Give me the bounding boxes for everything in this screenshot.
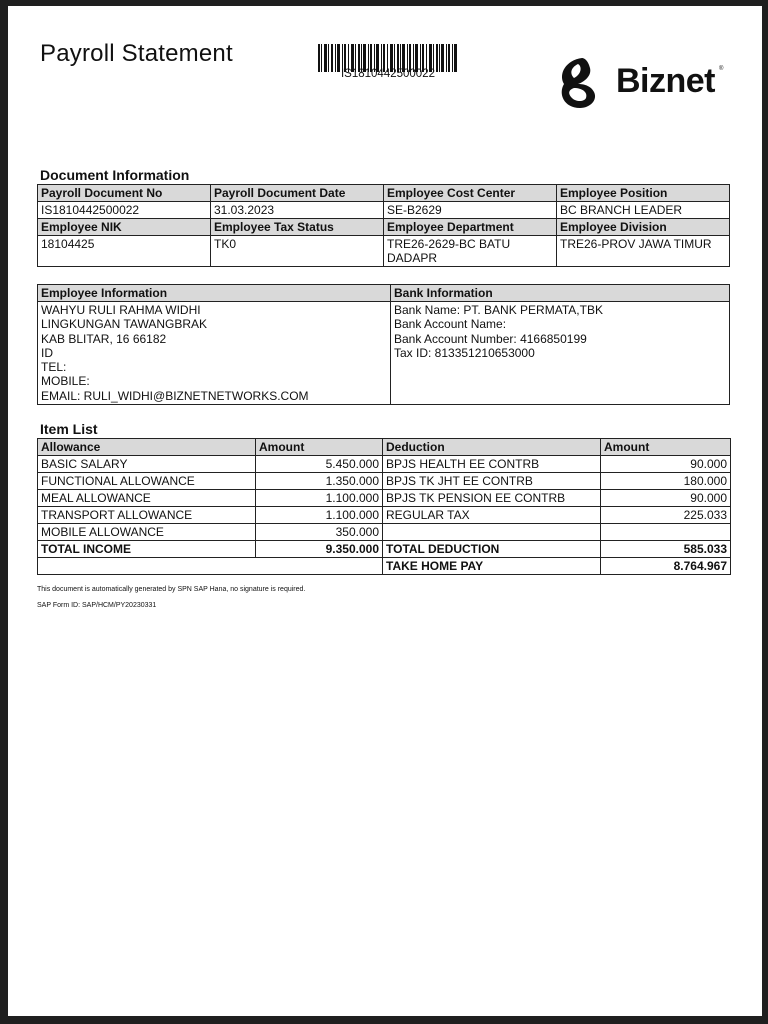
employee-mobile: MOBILE: <box>41 374 90 389</box>
allowance-name: TRANSPORT ALLOWANCE <box>38 507 256 524</box>
document-information-table <box>37 184 730 267</box>
bank-name: Bank Name: PT. BANK PERMATA,TBK <box>394 303 603 317</box>
take-home-label: TAKE HOME PAY <box>383 558 601 575</box>
bank-account-name: Bank Account Name: <box>394 317 507 332</box>
employee-country: ID <box>41 345 53 360</box>
item-list-title: Item List <box>40 421 98 437</box>
totals-row <box>38 541 731 558</box>
employee-bank-table <box>37 284 730 405</box>
amount-header: Amount <box>601 439 731 456</box>
doc-header: Employee Department <box>384 219 557 236</box>
employee-information-cell <box>38 302 391 405</box>
bank-account-number: Bank Account Number: 4166850199 <box>394 331 587 346</box>
footer-note: This document is automatically generated by SPN SAP Hana, no signature is required. <box>37 586 306 593</box>
deduction-name: REGULAR TAX <box>383 507 601 524</box>
doc-header: Employee Division <box>557 219 730 236</box>
employee-tel: TEL: <box>41 360 67 375</box>
doc-header: Employee NIK <box>38 219 211 236</box>
bank-information-header: Bank Information <box>391 285 730 302</box>
table-row <box>38 473 731 490</box>
doc-value: TK0 <box>211 236 384 267</box>
payroll-page <box>8 6 762 1016</box>
total-deduction-value: 585.033 <box>601 541 731 558</box>
doc-header: Employee Tax Status <box>211 219 384 236</box>
allowance-amount: 1.100.000 <box>256 507 383 524</box>
empty-cell <box>38 558 383 575</box>
allowance-amount: 350.000 <box>256 524 383 541</box>
item-list-table <box>37 438 731 575</box>
allowance-header: Allowance <box>38 439 256 456</box>
amount-header: Amount <box>256 439 383 456</box>
table-row <box>38 524 731 541</box>
employee-information-header: Employee Information <box>38 285 391 302</box>
deduction-amount: 180.000 <box>601 473 731 490</box>
deduction-name <box>383 524 601 541</box>
total-income-label: TOTAL INCOME <box>38 541 256 558</box>
document-information-title: Document Information <box>40 167 190 183</box>
take-home-row <box>38 558 731 575</box>
employee-address-line: LINGKUNGAN TAWANGBRAK <box>41 317 208 332</box>
deduction-header: Deduction <box>383 439 601 456</box>
take-home-value: 8.764.967 <box>601 558 731 575</box>
allowance-name: MOBILE ALLOWANCE <box>38 524 256 541</box>
doc-value: 31.03.2023 <box>211 202 384 219</box>
allowance-name: MEAL ALLOWANCE <box>38 490 256 507</box>
allowance-amount: 1.100.000 <box>256 490 383 507</box>
total-income-value: 9.350.000 <box>256 541 383 558</box>
deduction-amount <box>601 524 731 541</box>
doc-header: Payroll Document No <box>38 185 211 202</box>
deduction-name: BPJS TK JHT EE CONTRB <box>383 473 601 490</box>
doc-value: BC BRANCH LEADER <box>557 202 730 219</box>
deduction-amount: 90.000 <box>601 490 731 507</box>
total-deduction-label: TOTAL DEDUCTION <box>383 541 601 558</box>
doc-header: Payroll Document Date <box>211 185 384 202</box>
tax-id: Tax ID: 813351210653000 <box>394 345 535 360</box>
allowance-name: FUNCTIONAL ALLOWANCE <box>38 473 256 490</box>
table-row <box>38 456 731 473</box>
footer-form-id: SAP Form ID: SAP/HCM/PY20230331 <box>37 602 157 609</box>
doc-value: TRE26-PROV JAWA TIMUR <box>557 236 730 267</box>
table-row <box>38 507 731 524</box>
allowance-name: BASIC SALARY <box>38 456 256 473</box>
employee-name: WAHYU RULI RAHMA WIDHI <box>41 303 201 317</box>
barcode-number: IS1810442500022 <box>340 68 435 80</box>
doc-value: 18104425 <box>38 236 211 267</box>
logo-registered-mark: ® <box>719 66 724 72</box>
doc-value: TRE26-2629-BC BATU DADAPR <box>384 236 557 267</box>
doc-header: Employee Position <box>557 185 730 202</box>
deduction-amount: 90.000 <box>601 456 731 473</box>
doc-value: SE-B2629 <box>384 202 557 219</box>
doc-value: IS1810442500022 <box>38 202 211 219</box>
allowance-amount: 5.450.000 <box>256 456 383 473</box>
employee-email: EMAIL: RULI_WIDHI@BIZNETNETWORKS.COM <box>41 388 309 403</box>
doc-header: Employee Cost Center <box>384 185 557 202</box>
bank-information-cell <box>391 302 730 405</box>
employee-address-line: KAB BLITAR, 16 66182 <box>41 331 167 346</box>
deduction-amount: 225.033 <box>601 507 731 524</box>
logo-wordmark: Biznet <box>616 62 715 100</box>
table-row <box>38 490 731 507</box>
page-title: Payroll Statement <box>40 40 233 67</box>
allowance-amount: 1.350.000 <box>256 473 383 490</box>
deduction-name: BPJS TK PENSION EE CONTRB <box>383 490 601 507</box>
deduction-name: BPJS HEALTH EE CONTRB <box>383 456 601 473</box>
